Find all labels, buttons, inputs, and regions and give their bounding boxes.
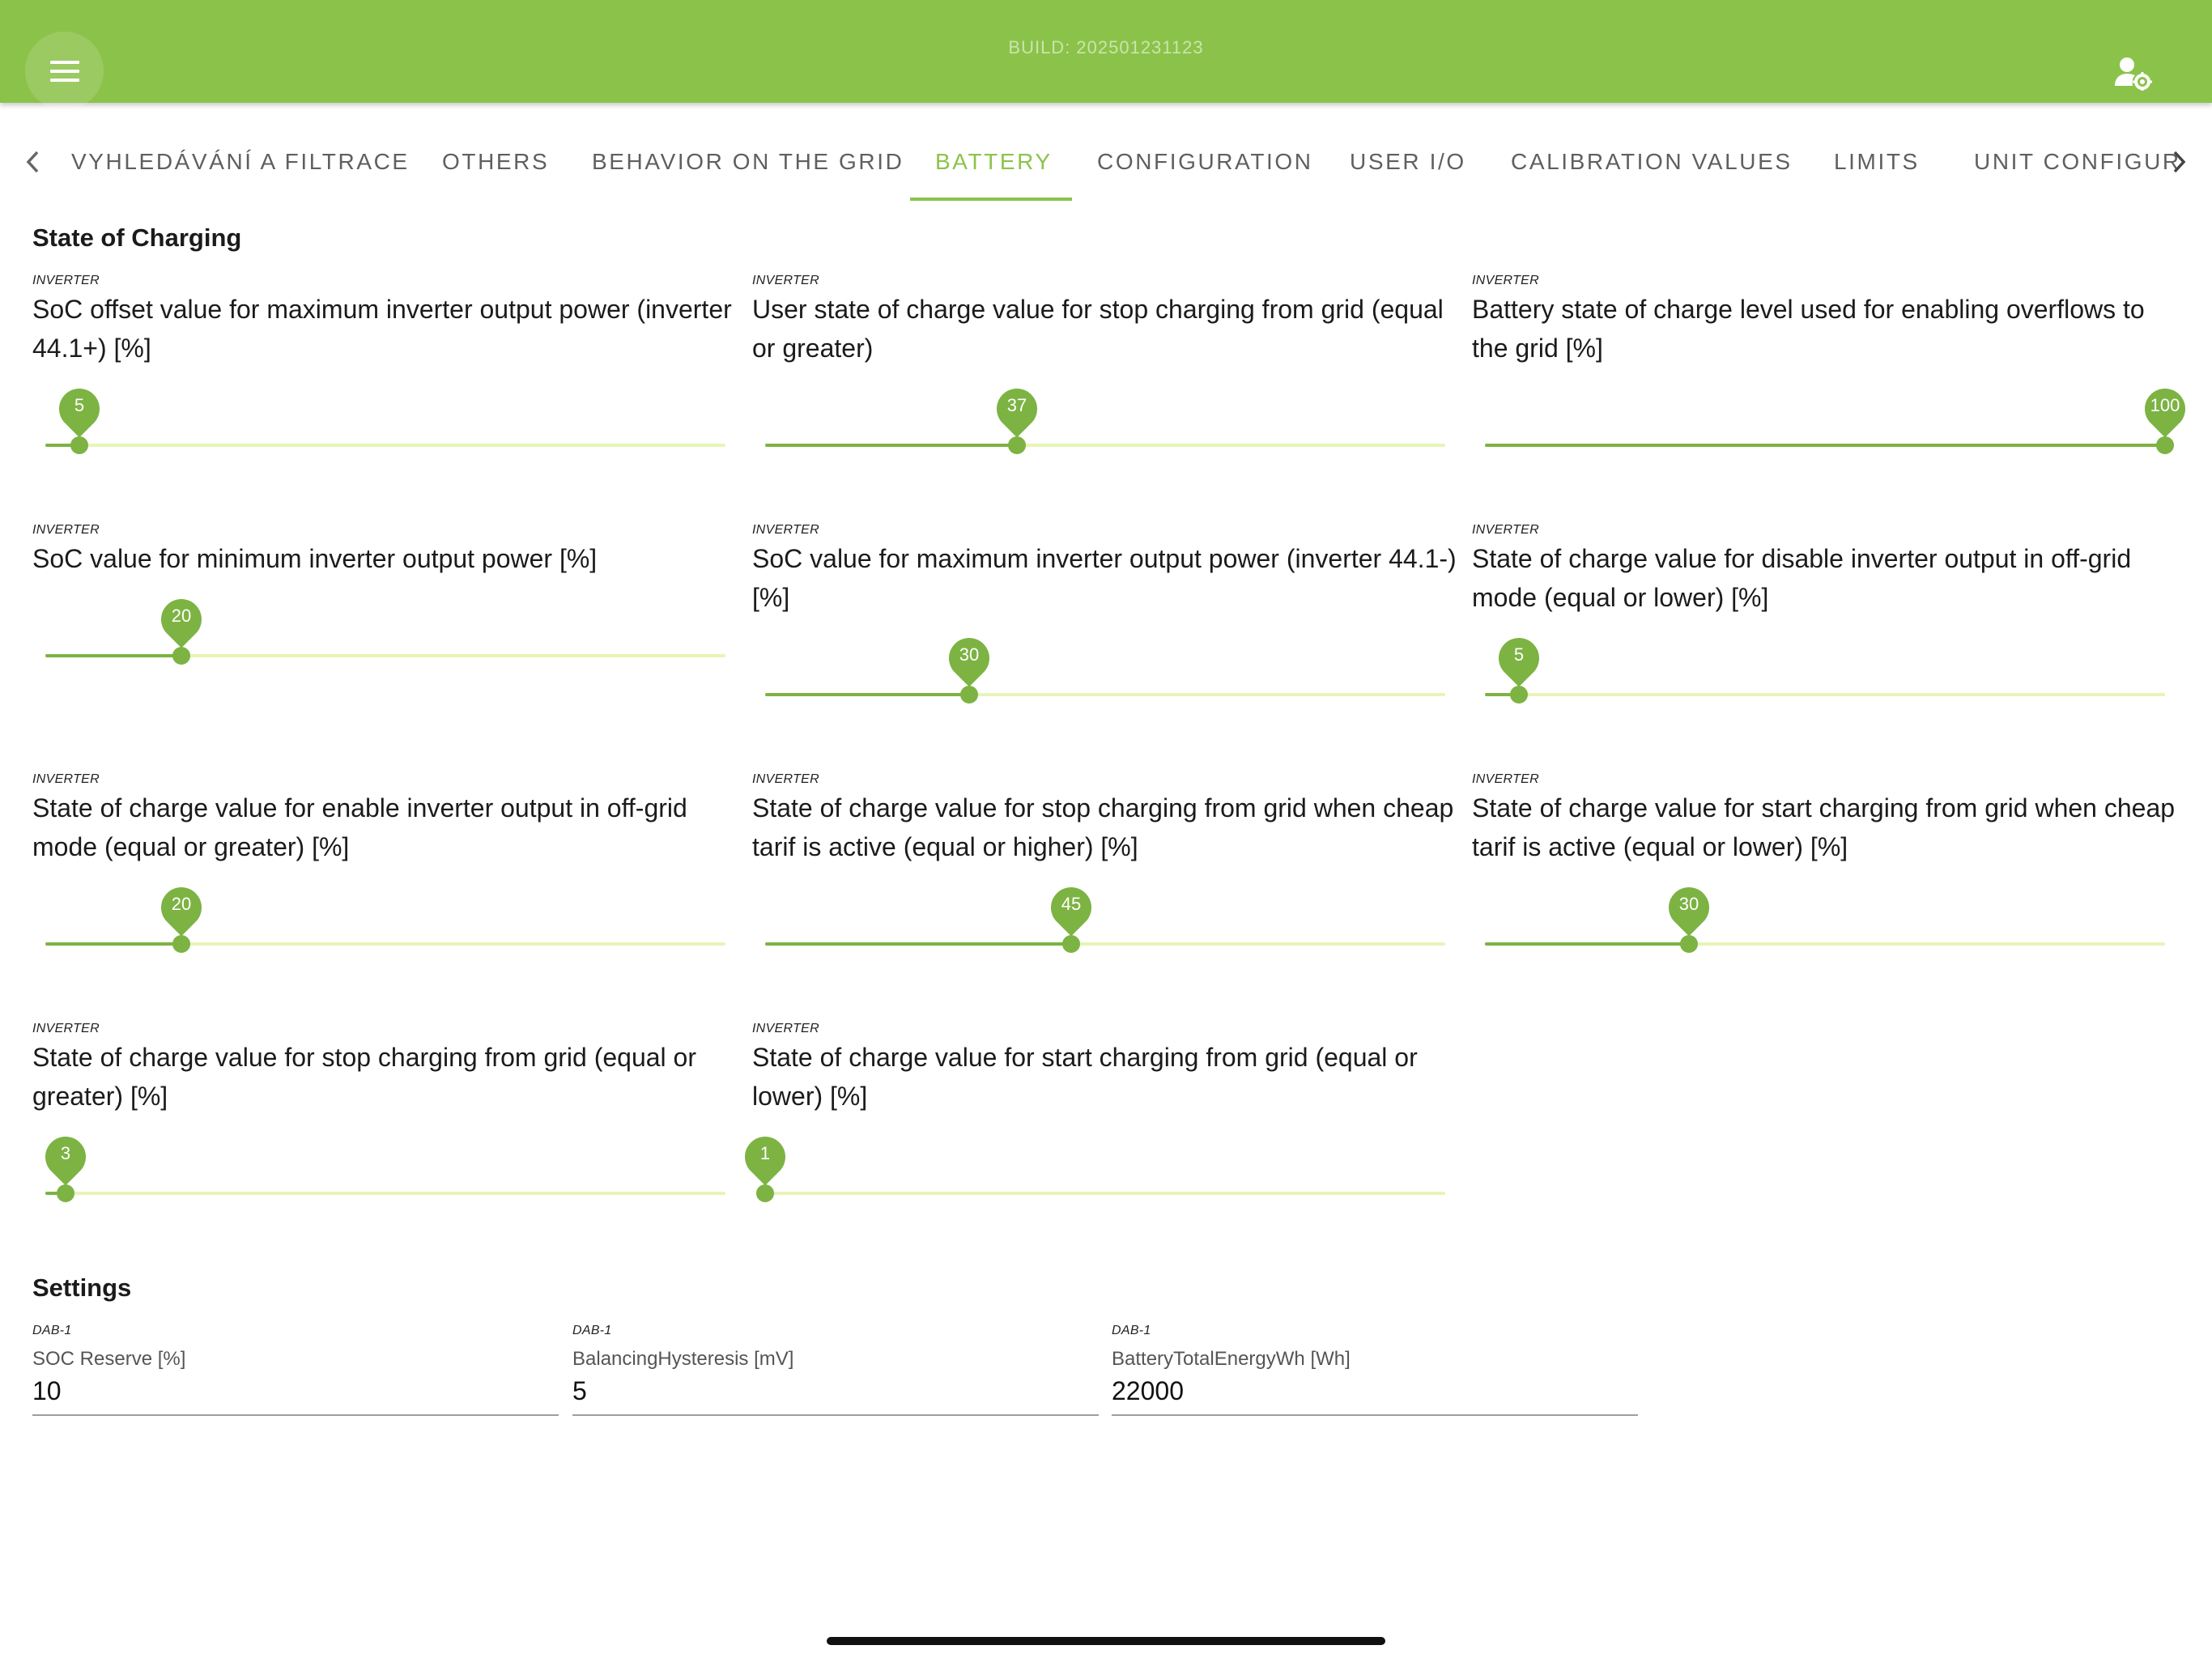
tab-configuration[interactable]: CONFIGURATION: [1097, 149, 1313, 174]
chevron-right-icon: [2172, 150, 2188, 174]
slider-rail: [765, 1192, 1445, 1195]
slider-thumb[interactable]: [1008, 436, 1026, 454]
device-tag: DAB-1: [572, 1324, 612, 1337]
slider-soc-start-cheap-tarif[interactable]: [1485, 894, 2165, 954]
slider-track: [765, 942, 1071, 946]
slider-label: Battery state of charge level used for enabling overflows to the grid [%]: [1472, 295, 2145, 363]
home-indicator: [827, 1637, 1385, 1645]
slider-thumb[interactable]: [756, 1184, 774, 1202]
device-tag: INVERTER: [752, 1022, 820, 1035]
slider-value-label: 1: [759, 1143, 771, 1163]
tab-limits[interactable]: LIMITS: [1834, 149, 1920, 174]
slider-value-label: 30: [959, 644, 980, 665]
slider-label: User state of charge value for stop charging from grid (equal or greater): [752, 295, 1444, 363]
slider-value-label: 30: [1678, 894, 1699, 914]
build-label: BUILD: 202501231123: [1008, 37, 1204, 57]
tab-battery[interactable]: BATTERY: [935, 149, 1053, 174]
menu-icon: [50, 61, 79, 82]
slider-label: State of charge value for enable inverter output in off-grid mode (equal or greater) [%]: [32, 793, 687, 861]
slider-thumb[interactable]: [172, 647, 190, 665]
tabs-prev-button[interactable]: [16, 146, 49, 178]
slider-track: [1485, 942, 1689, 946]
slider-label: SoC offset value for maximum inverter output power (inverter 44.1+) [%]: [32, 295, 732, 363]
slider-track: [1485, 444, 2165, 447]
device-tag: INVERTER: [32, 274, 100, 287]
soc-section-title: State of Charging: [32, 223, 242, 252]
device-tag: INVERTER: [32, 523, 100, 537]
slider-rail: [1485, 693, 2165, 696]
device-tag: INVERTER: [32, 1022, 100, 1035]
slider-value-label: 20: [171, 894, 192, 914]
slider-soc-min-output[interactable]: [45, 606, 725, 665]
slider-user-soc-stop-charging[interactable]: [765, 395, 1445, 455]
field-label: BalancingHysteresis [mV]: [572, 1348, 794, 1370]
slider-track: [45, 942, 181, 946]
account-settings-button[interactable]: [2105, 45, 2162, 102]
slider-soc-stop-cheap-tarif[interactable]: [765, 894, 1445, 954]
slider-track: [765, 693, 969, 696]
slider-label: State of charge value for disable inverter output in off-grid mode (equal or lower) [%]: [1472, 544, 2132, 612]
slider-value-label: 37: [1006, 395, 1027, 415]
slider-label: State of charge value for stop charging from grid when cheap tarif is active (equal or higher) [%]: [752, 793, 1454, 861]
slider-thumb[interactable]: [1680, 935, 1698, 953]
slider-track: [765, 444, 1017, 447]
tab-vyhledavani[interactable]: VYHLEDÁVÁNÍ A FILTRACE: [71, 149, 410, 174]
slider-thumb[interactable]: [960, 686, 978, 704]
slider-soc-enable-offgrid[interactable]: [45, 894, 725, 954]
slider-label: State of charge value for start charging from grid when cheap tarif is active (equal or lower) [%]: [1472, 793, 2176, 861]
slider-soc-max-output[interactable]: [765, 644, 1445, 704]
tab-others[interactable]: OTHERS: [442, 149, 550, 174]
tab-bar: [0, 130, 2212, 202]
device-tag: INVERTER: [752, 772, 820, 786]
device-tag: DAB-1: [32, 1324, 72, 1337]
app-bar: [0, 0, 2212, 103]
device-tag: INVERTER: [1472, 274, 1540, 287]
slider-label: SoC value for maximum inverter output power (inverter 44.1-) [%]: [752, 544, 1457, 612]
tab-behavior-on-the-grid[interactable]: BEHAVIOR ON THE GRID: [592, 149, 904, 174]
balancing-hysteresis-input[interactable]: [572, 1376, 1099, 1416]
slider-rail: [45, 444, 725, 447]
slider-value-label: 45: [1061, 894, 1082, 914]
device-tag: INVERTER: [32, 772, 100, 786]
slider-thumb[interactable]: [70, 436, 88, 454]
tab-user-io[interactable]: USER I/O: [1350, 149, 1466, 174]
slider-thumb[interactable]: [1510, 686, 1528, 704]
tab-calibration-values[interactable]: CALIBRATION VALUES: [1511, 149, 1793, 174]
device-tag: INVERTER: [752, 523, 820, 537]
account-settings-icon: [2115, 57, 2152, 91]
device-tag: INVERTER: [1472, 523, 1540, 537]
settings-section-title: Settings: [32, 1273, 132, 1302]
battery-total-energy-input[interactable]: [1112, 1376, 1638, 1416]
soc-reserve-input[interactable]: [32, 1376, 559, 1416]
slider-value-label: 20: [171, 606, 192, 626]
device-tag: DAB-1: [1112, 1324, 1151, 1337]
slider-rail: [45, 1192, 725, 1195]
slider-soc-disable-offgrid[interactable]: [1485, 644, 2165, 704]
slider-label: SoC value for minimum inverter output power [%]: [32, 544, 598, 573]
slider-value-label: 5: [1513, 644, 1525, 665]
slider-thumb[interactable]: [2156, 436, 2174, 454]
slider-label: State of charge value for start charging from grid (equal or lower) [%]: [752, 1043, 1418, 1111]
slider-value-label: 5: [74, 395, 85, 415]
slider-track: [45, 654, 181, 657]
tabs-next-button[interactable]: [2163, 146, 2196, 178]
slider-thumb[interactable]: [57, 1184, 74, 1202]
chevron-left-icon: [24, 150, 40, 174]
tab-unit-configuration[interactable]: UNIT CONFIGUR: [1974, 149, 2181, 174]
active-tab-indicator: [910, 198, 1072, 201]
slider-soc-offset-max-output[interactable]: [45, 395, 725, 455]
field-label: SOC Reserve [%]: [32, 1348, 186, 1370]
slider-soc-start-charging-grid[interactable]: [759, 1143, 1445, 1203]
slider-thumb[interactable]: [172, 935, 190, 953]
slider-soc-enable-overflows[interactable]: [1485, 395, 2180, 455]
slider-thumb[interactable]: [1062, 935, 1080, 953]
device-tag: INVERTER: [1472, 772, 1540, 786]
slider-value-label: 3: [60, 1143, 71, 1163]
slider-soc-stop-charging-grid[interactable]: [45, 1143, 725, 1203]
slider-value-label: 100: [2150, 395, 2180, 415]
slider-label: State of charge value for stop charging from grid (equal or greater) [%]: [32, 1043, 696, 1111]
field-label: BatteryTotalEnergyWh [Wh]: [1112, 1348, 1351, 1370]
device-tag: INVERTER: [752, 274, 820, 287]
